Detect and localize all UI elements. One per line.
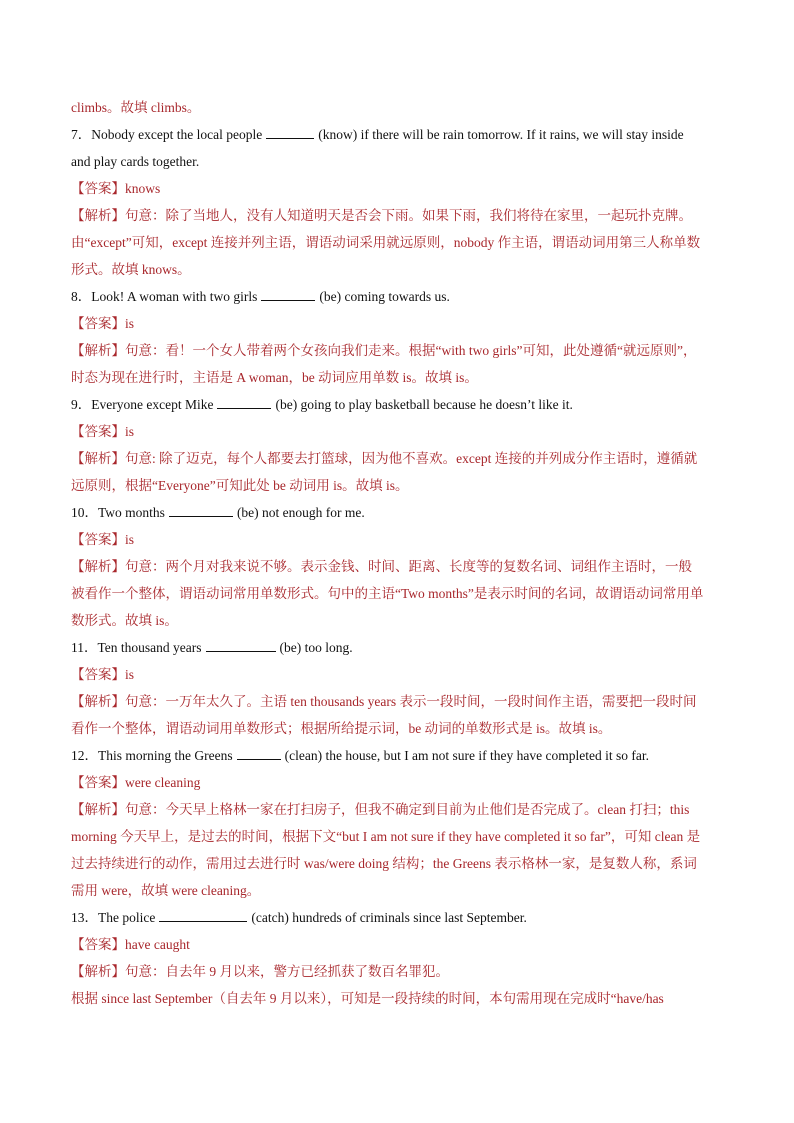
answer-blank[interactable] xyxy=(261,288,315,301)
answer-tag: 【答案】 xyxy=(71,424,125,439)
analysis-continuation: 需用 were，故填 were cleaning。 xyxy=(71,883,261,898)
question-hint-text: (be) coming towards us. xyxy=(319,289,450,304)
question-text: 7．Nobody except the local people xyxy=(71,127,263,142)
document-page xyxy=(71,94,727,1012)
analysis-tag: 【解析】 xyxy=(71,343,125,358)
analysis-tag: 【解析】 xyxy=(71,802,125,817)
analysis-text: 句意：今天早上格林一家在打扫房子，但我不确定到目前为止他们是否完成了。clean 打扫；this xyxy=(125,802,690,817)
analysis-tag: 【解析】 xyxy=(71,694,125,709)
analysis-text: 句意：自去年 9 月以来，警方已经抓获了数百名罪犯。 xyxy=(125,964,449,979)
answer-line xyxy=(71,175,727,202)
answer-text: were cleaning xyxy=(125,775,201,790)
answer-tag: 【答案】 xyxy=(71,667,125,682)
analysis-text: 句意: 除了迈克，每个人都要去打篮球，因为他不喜欢。except 连接的并列成分作主语时，遵循就 xyxy=(125,451,698,466)
analysis-continuation: 远原则，根据“Everyone”可知此处 be 动词用 is。故填 is。 xyxy=(71,478,409,493)
answer-text: knows xyxy=(125,181,161,196)
analysis-line xyxy=(71,202,727,229)
question-hint-text: (be) not enough for me. xyxy=(236,505,365,520)
answer-line xyxy=(71,769,727,796)
question-hint-text: (be) too long. xyxy=(279,640,353,655)
question-line xyxy=(71,499,727,526)
question-line xyxy=(71,121,727,148)
answer-line xyxy=(71,418,727,445)
answer-tag: 【答案】 xyxy=(71,937,125,952)
question-hint-text: (know) if there will be rain tomorrow. If it rains, we will stay inside xyxy=(318,127,684,142)
analysis-line xyxy=(71,337,727,364)
analysis-text: 句意：两个月对我来说不够。表示金钱、时间、距离、长度等的复数名词、词组作主语时，一般 xyxy=(125,559,692,574)
question-hint-text: (catch) hundreds of criminals since last September. xyxy=(251,910,527,925)
question-hint-text: (be) going to play basketball because he doesn’t like it. xyxy=(275,397,573,412)
answer-text: is xyxy=(125,532,135,547)
answer-line xyxy=(71,661,727,688)
analysis-text: 句意：一万年太久了。主语 ten thousands years 表示一段时间，一段时间作主语，需要把一段时间 xyxy=(125,694,697,709)
analysis-continuation: 被看作一个整体，谓语动词常用单数形式。句中的主语“Two months”是表示时间的名词，故谓语动词常用单 xyxy=(71,586,704,601)
answer-text: have caught xyxy=(125,937,190,952)
question-text: 9．Everyone except Mike xyxy=(71,397,214,412)
answer-blank[interactable] xyxy=(159,909,247,922)
answer-line xyxy=(71,310,727,337)
analysis-continuation: 数形式。故填 is。 xyxy=(71,613,178,628)
analysis-line xyxy=(71,688,727,715)
answer-tag: 【答案】 xyxy=(71,532,125,547)
analysis-continuation: 形式。故填 knows。 xyxy=(71,262,191,277)
question-text: 8．Look! A woman with two girls xyxy=(71,289,258,304)
analysis-continuation: 由“except”可知，except 连接并列主语，谓语动词采用就远原则，nobody 作主语，谓语动词用第三人称单数 xyxy=(71,235,701,250)
analysis-continuation: climbs。故填 climbs。 xyxy=(71,100,201,115)
question-line xyxy=(71,634,727,661)
analysis-line xyxy=(71,958,727,985)
analysis-tag: 【解析】 xyxy=(71,451,125,466)
answer-blank[interactable] xyxy=(266,126,314,139)
analysis-text: 句意：除了当地人，没有人知道明天是否会下雨。如果下雨，我们将待在家里，一起玩扑克牌。 xyxy=(125,208,692,223)
analysis-tag: 【解析】 xyxy=(71,559,125,574)
analysis-continuation: 根据 since last September（自去年 9 月以来），可知是一段持续的时间，本句需用现在完成时“have/has xyxy=(71,991,664,1006)
answer-blank[interactable] xyxy=(169,504,233,517)
answer-tag: 【答案】 xyxy=(71,316,125,331)
answer-line xyxy=(71,526,727,553)
question-text: 13．The police xyxy=(71,910,156,925)
answer-blank[interactable] xyxy=(206,639,276,652)
analysis-continuation: 看作一个整体，谓语动词用单数形式；根据所给提示词，be 动词的单数形式是 is。故填 is。 xyxy=(71,721,612,736)
question-text: 11．Ten thousand years xyxy=(71,640,202,655)
question-text: 10．Two months xyxy=(71,505,165,520)
answer-tag: 【答案】 xyxy=(71,181,125,196)
analysis-line xyxy=(71,796,727,823)
answer-blank[interactable] xyxy=(217,396,271,409)
question-line xyxy=(71,391,727,418)
question-continuation: and play cards together. xyxy=(71,154,200,169)
analysis-continuation: morning 今天早上，是过去的时间，根据下文“but I am not sure if they have completed it so far”，可知 clean 是 xyxy=(71,829,701,844)
answer-line xyxy=(71,931,727,958)
answer-text: is xyxy=(125,667,135,682)
analysis-text: 句意：看！一个女人带着两个女孩向我们走来。根据“with two girls”可知，此处遵循“就远原则”， xyxy=(125,343,697,358)
analysis-continuation: 过去持续进行的动作，需用过去进行时 was/were doing 结构；the Greens 表示格林一家，是复数人称，系词 xyxy=(71,856,697,871)
analysis-line xyxy=(71,445,727,472)
answer-tag: 【答案】 xyxy=(71,775,125,790)
answer-text: is xyxy=(125,316,135,331)
question-line xyxy=(71,283,727,310)
analysis-tag: 【解析】 xyxy=(71,964,125,979)
analysis-tag: 【解析】 xyxy=(71,208,125,223)
analysis-continuation: 时态为现在进行时，主语是 A woman，be 动词应用单数 is。故填 is。 xyxy=(71,370,478,385)
question-line xyxy=(71,742,727,769)
question-hint-text: (clean) the house, but I am not sure if they have completed it so far. xyxy=(284,748,649,763)
question-text: 12．This morning the Greens xyxy=(71,748,233,763)
answer-blank[interactable] xyxy=(237,747,281,760)
answer-text: is xyxy=(125,424,135,439)
question-line xyxy=(71,904,727,931)
analysis-line xyxy=(71,553,727,580)
